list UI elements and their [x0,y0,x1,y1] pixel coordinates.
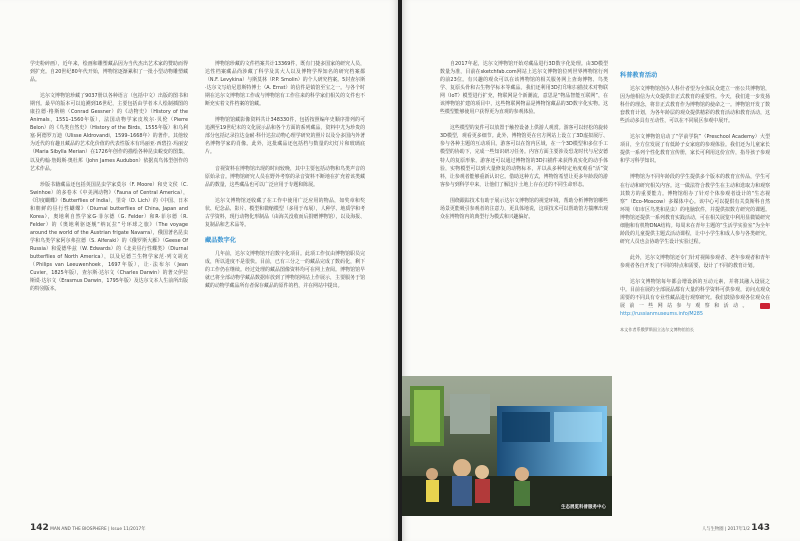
paragraph: 自2017年起，达尔文博物馆开始对藏品进行3D数字化处理。由3D模型数量为准，目前在sketchfab.com网站上达尔文博物馆位列世界博物馆行列的前23位。有兴趣的观众可以在该博物馆的相关服务网上查询博物、鸟类学、复原头骨和古生物学标本等藏品。我们还利用3D打印和扫描技术对物联网（IoT）模型进行扩充，物联网是个新潮流，意思是“物品智能互联网”，在该博物馆扩建的项目中，这些物联网物品是博物馆藏品的3D数字化实物。这些模型能够使用户获得更为直观的参观体验。 [440,61,608,116]
right-column-2 [620,66,770,334]
section-heading: 藏品数字化 [205,236,237,244]
footer-text: MAN AND THE BIOSPHERE | Issue 11/2017年 [50,527,146,532]
museum-url-link[interactable]: http://russianmuseums.info/M285 [620,311,704,318]
photo-caption: 生态展览科普服务中心 [561,505,606,510]
paragraph: 博物馆馆藏影像资料共计348330件，包括按照编年史顺序排列的可追溯至19世纪末的文化展示品和各个方面的系列藏品，资料中尤为珍贵的部分包括记录拉达金耐·科什达拉动物心理学研究的照片以及分多国内外著名博物学家的肖像。此外，这批藏品还包括档与数量的幻灯片和玻璃底片。 [205,117,365,156]
section-heading: 科普教育活动 [620,72,658,79]
page-number: 143 [751,523,770,533]
paragraph: 学史粉碎画），近年来，绘画和雕塑藏品因为当代杰出艺术家的赞助而得到扩充。自20世纪80年代开始，博物馆逐渐累积了一批小型动物雕塑藏品。 [30,61,188,84]
paragraph-text: 达尔文博物馆每年都会增设新的互动元素，并将其融入设展之中。目前在展的全部展品都有大量的科学资料可供参观，访问点观众需要的不同具有专业性藏品进行观察研究。我们鼓励参观各位观众在展前一些网站参与观察和活动。 [620,278,770,310]
footer-text: 人与生物圈 | 2017年1/2 [702,527,750,532]
paragraph: 这些模型的复件可以放置于触控设备上供游人观赏。游客可以轻松的旋转3D模型，观看更多细节。此外，博物馆更在官方网站上设立了3D虚拟展厅、参与各种主题的互动项目。游客可以在馆内区域，在一个3D模型和多位手工模型的协助下，完成一些知识研习任务。内容方面主要涉及恐龙时代与尼安德特人的复原形象，游客还可以通过博物馆的3D扫描件来获得真实化的动手体验，实物模型可以到大量修复的动物标本，并以从多种特定角度观看“活”资料，让参观者能够重新认识它。借助这种方式，博物馆希望让更多年龄段的游客参与到科学中来，让他们了解这片土地上存在过的不同生命形态。 [440,125,608,188]
paragraph: 音视资料在博物馆出现的时间较晚，其中主要包括动物和鸟类声音的原始录音。博物馆研究人员在野外考察的录音资料不断地在扩充着该类藏品的数量，这些藏品也可以广泛应用于专题和陈展。 [205,165,365,188]
paragraph: 达尔文博物馆启动了“学前学院”（Preschool Academy）大型项目，全方位发展了有低龄子女家庭的参观体验。我们还为儿童家长提供一系列个性化教育宣传册，家长可利用这份宣传，指导孩子参观和学习科学知识。 [620,134,770,165]
paragraph: 达尔文博物馆还收藏了在工作中使用广泛应用的物品，如奖章和奖状、纪念品、影片、模型和微缩模型（多用于布展），人种学、地质学和考古学资料，现行动物化形制品（由海关没收而后捐赠博物馆），以及海报、复制品和艺术品等。 [205,197,365,228]
right-footer [702,523,770,533]
paragraph: 博物馆为不同年龄段的学生提供多个版本的教育宣传品，学生可在行动和研究相关内容。这一做法符合教学生在主动和选取力和观察其数方的重要能力。博物馆组办了针对个体参观者设计的“生态视察”（Eco-Moscow）多媒体中心。该中心可以提供有关莫斯科自然环境（如市区鸟类和昆虫）的电脑软件，并提供拟数方研究的课题。博物馆还提供一系列教育实践活动，可在相关展览中利用显微镜研究细胞和有机物DNA结构。每周末在青年主题的“生活学实验室”为全年龄段的儿童提供主题式活动课程，让中小学生和成人参与各类研究，研究人员也会协助学生设计实验过程。 [620,174,770,245]
paragraph: 几年前，达尔文博物馆开启数字化项目。此项工作仅由博物馆职员完成，所以进度不是很快。目前，已有三分之一的藏品完成了数码化，剩下的工作仍在继续。经过处理的藏品图像资料均可在网上查阅。博物馆馆早就已将全部动物学藏品数据库放到了博物馆网站上作展示，主要服务于馆藏的动物学藏品所有者保存藏品的原件的档，并在网站中提出。 [205,250,365,290]
page-number: 142 [30,523,49,533]
exhibit-photo-illustration [402,376,612,516]
left-page [0,0,398,541]
author-note: 本文作者系俄罗斯国立达尔文博物馆馆长 [620,327,695,333]
paragraph: 珍版书籍藏品还包括英国昆虫学家莫尔（F. Moore）和史文侯（C. Swinhoe）的多卷本《中美洲动物》（Fauna of Central America），《印度蝴蝶》（Butterflies of India），里奇（D. Lich）的《中国、日本和朝鲜的昼行性蝴蝶》（Diurnal butterflies of China, Japan and Korea），奥地利自然学家G·菲尔德（G. Felder）和R·菲尔德（R. Felder）的《奥地利驱逐舰“纳瓦拉”号环球之旅》（The voyage around the world of the Austrian frigate Navarra），俄国著名昆虫学和鸟类学家阿尔弗拉德（S. Alferaki）的《俄罗斯大雁》（Geese Of Russia）和爱德华兹（W. Edwards）的《北美昼行性蝶类》（Diurnal butterflies of North America），以及尼德兰生物学家范·列文胡克（Philips van Leeuwenhoek，1697年版），让·法布尔（Jean Cuvier，1825年版），查尔斯·达尔文（Charles Darwin）的著父伊拉斯谟·达尔文（Erasmus Darwin，1795年版）及达尔文本人生前所出版的特别版本。 [30,181,188,293]
museum-exhibit-photo [402,376,612,516]
left-column-1 [30,60,188,301]
paragraph [620,278,770,318]
mobile-link-icon [760,303,770,309]
left-column-2 [205,60,365,298]
paragraph: 此外，达尔文博物馆还专门针对视障参观者、老年参观者和青年参观者各自开发了不同的特点和需要，设计了不同的教育计划。 [620,254,770,269]
paragraph: 达尔文博物馆创办人科什者望为全体民众建立一座公共博物馆，因为他相信为大众提供非正式教育的重要性。今天，我们进一步发扬科什的理念，将非正式教育作为博物馆的使命之一。博物馆开发了数套教育计划，为各年龄层的观众提供精彩的教育活动和教育活动，这些活动多具有互动性，可以在不同展区参观中展开。 [620,86,770,125]
left-footer [30,523,146,533]
paragraph: 围绕跟踪技术有助于展示达尔文博物馆的视觉环境，帮助分析博物馆哪些场景更能吸引参观者的注意力，更具体地说，这项技术可以帮助馆方揣摩出观众在博物馆内的典型行为模式和兴趣偏好。 [440,197,608,220]
paragraph: 博物馆珍藏的文件档案共计13369件，既有门捷多国家的研究人员，达性档案藏品尚涉藏了科学及其大人以及博物学界知名的研究档案都（N.F. Levykina）与斯莫林（P.P. Smolin）的个人研究档案。5封查尔斯·达尔文写给尼恩斯特博士（A. Ernst）的信件是镇馆至宝之一。与各个时期在达尔文博物馆工作或与博物馆有工作往来的科学家们相关的文件也不断充实着文件档案的馆藏。 [205,61,365,108]
right-column-1 [440,60,608,229]
paragraph: 达尔文博物馆珍藏了9037册以各种语言（包括中文）出版的图书和期刊。最早的版本可以追溯到16世纪，主要包括由学者本人绘制插图的康拉德·格斯纳（Conrad Gessner）的《动物史》（History of the Animals，1551–1560年版），法国动物学家皮埃尔·贝伦（Pierre Belon）的《鸟类自然史》（History of the Birds，1555年版）和乌利塞·阿德罗万迪（Ulisse Aldrovandi，1599–1668年）的著作。其他较为近代的有趣且藏品的艺术化价值的代表性版本有玛丽亚·西碧拉·玛丽安（Maria Sibylla Merian）在1726年创作的描绘各种昆虫蜕变的图集，以及约翰·詹姆斯·奥杜邦（John James Audubon）依据真鸟体型创作的艺术作品。 [30,93,188,172]
